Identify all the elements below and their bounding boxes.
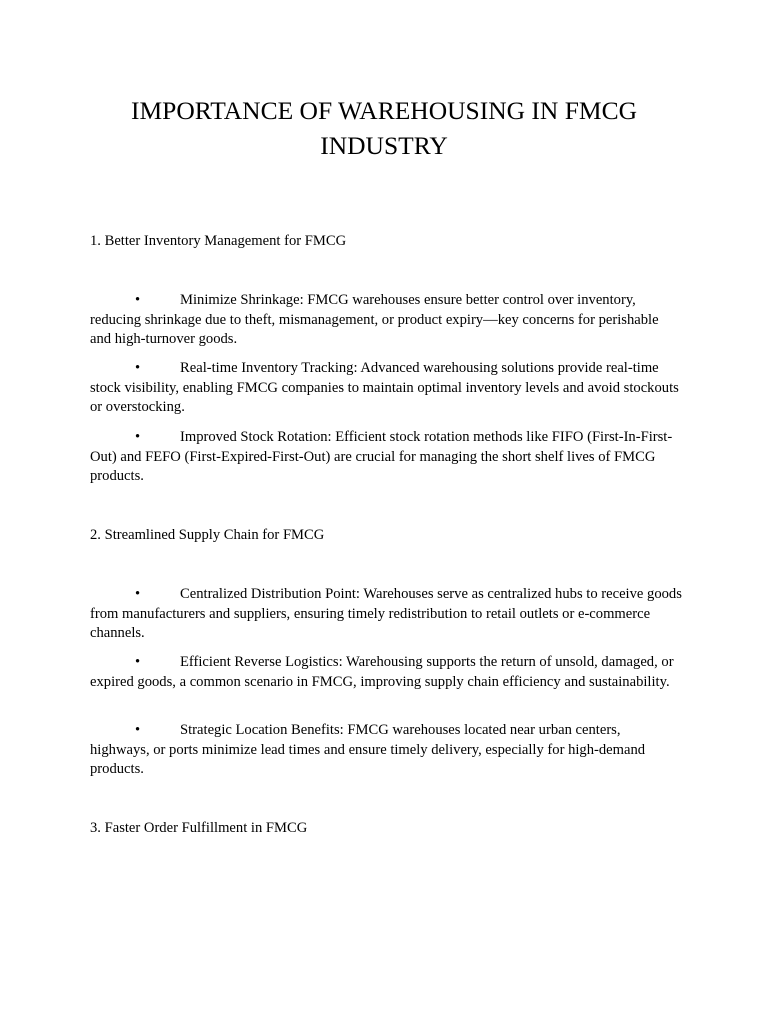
- section-heading-3: 3. Faster Order Fulfillment in FMCG: [90, 820, 308, 836]
- bullet-marker: •: [135, 292, 141, 308]
- section-heading-1: 1. Better Inventory Management for FMCG: [90, 233, 347, 249]
- bullet-item: [90, 585, 682, 644]
- bullet-item: [90, 721, 682, 780]
- bullet-text: Improved Stock Rotation: Efficient stock rotation methods like FIFO (First-In-First-Out) and FEFO (First-Expired-First-Out) are crucial for managing the short shelf lives of FMCG products.: [90, 429, 673, 484]
- bullet-text: Real-time Inventory Tracking: Advanced warehousing solutions provide real-time stock visibility, enabling FMCG companies to maintain optimal inventory levels and avoid stockouts or overstocking.: [90, 360, 679, 415]
- bullet-marker: •: [135, 586, 141, 602]
- section-heading-2: 2. Streamlined Supply Chain for FMCG: [90, 527, 325, 543]
- bullet-item: [90, 359, 682, 418]
- bullet-marker: •: [135, 722, 141, 738]
- bullet-marker: •: [135, 429, 141, 445]
- bullet-text: Centralized Distribution Point: Warehouses serve as centralized hubs to receive goods from manufacturers and suppliers, ensuring timely redistribution to retail outlets or e-commerce channels.: [90, 586, 682, 641]
- bullet-text: Minimize Shrinkage: FMCG warehouses ensure better control over inventory, reducing shrinkage due to theft, mismanagement, or product expiry—key concerns for perishable and high-turnover goods.: [90, 292, 659, 347]
- bullet-text: Strategic Location Benefits: FMCG warehouses located near urban centers, highways, or ports minimize lead times and ensure timely delivery, especially for high-demand products.: [90, 722, 646, 777]
- bullet-item: [90, 653, 682, 692]
- bullet-marker: •: [135, 360, 141, 376]
- document-title: IMPORTANCE OF WAREHOUSING IN FMCG INDUSTRY: [130, 96, 637, 160]
- bullet-item: [90, 428, 682, 487]
- bullet-marker: •: [135, 654, 141, 670]
- bullet-item: [90, 291, 682, 350]
- bullet-text: Efficient Reverse Logistics: Warehousing supports the return of unsold, damaged, or expired goods, a common scenario in FMCG, improving supply chain efficiency and sustainability.: [90, 654, 674, 690]
